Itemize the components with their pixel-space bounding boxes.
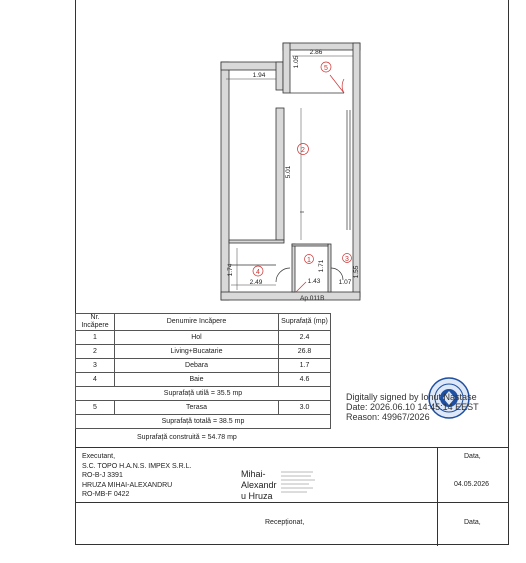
signature-line-2: Date: 2026.06.10 14:45:14 EEST — [346, 402, 479, 412]
rooms-table — [75, 313, 331, 429]
footer-hline — [75, 502, 509, 503]
apartment-label: Ap.011B — [300, 295, 325, 302]
wall-bath-top — [229, 240, 284, 243]
useful-area-row — [76, 387, 331, 401]
executant-block: Executant, S.C. TOPO H.A.N.S. IMPEX S.R.L. RO-B-J 3391 HRUZA MIHAI-ALEXANDRU RO-MB-F 0422 — [82, 453, 192, 498]
wall-terrace-left — [283, 43, 290, 93]
table-row: 4 Baie 4.6 — [76, 373, 331, 387]
dim-small-h1: 1.71 — [318, 259, 325, 273]
wall-top-step — [276, 62, 283, 90]
dim-top-small: 1.05 — [293, 55, 300, 69]
wall-storage — [328, 244, 331, 292]
door-arc-bath — [276, 268, 290, 282]
room-marker-2: 2 — [301, 147, 305, 154]
data-label-2: Data, — [464, 519, 481, 526]
dim-small-w1: 1.43 — [307, 278, 321, 285]
wall-top-left — [221, 62, 283, 70]
table-row: 3 Debara 1.7 — [76, 359, 331, 373]
footer-box — [75, 447, 509, 546]
table-row: 1 Hol 2.4 — [76, 331, 331, 345]
data-label: Data, — [464, 453, 481, 460]
dim-small-h2: 1.55 — [353, 265, 360, 279]
digital-signature — [346, 392, 479, 422]
dim-top-width: 2.86 — [309, 49, 323, 56]
table-row: 2 Living+Bucatarie 26.8 — [76, 345, 331, 359]
signature-fineprint-icon — [281, 468, 323, 498]
dim-bath-width: 2.49 — [249, 279, 263, 286]
dim-bath-height: 1.74 — [227, 263, 234, 277]
wall-right — [353, 43, 360, 297]
dim-small-w2: 1.07 — [338, 279, 352, 286]
received-label: Recepționat, — [265, 519, 305, 526]
signed-date: 04.05.2026 — [454, 481, 490, 488]
built-area: Suprafață construită = 54.78 mp — [137, 434, 237, 441]
room-marker-1: 1 — [307, 257, 311, 264]
header-name: Denumire Incăpere — [115, 314, 279, 331]
wall-inner — [276, 108, 284, 240]
header-area: Suprafață (mp) — [279, 314, 331, 331]
total-area: Suprafață totală = 38.5 mp — [76, 415, 331, 429]
footer-divider — [437, 448, 438, 546]
table-header-row — [76, 314, 331, 331]
total-area-row — [76, 415, 331, 429]
room-marker-4: 4 — [256, 269, 260, 276]
header-nr: Nr. Incăpere — [76, 314, 115, 331]
dim-living-length: 5.01 — [285, 165, 292, 179]
dim-left-width: 1.94 — [252, 72, 266, 79]
signature-line-3: Reason: 49967/2026 — [346, 412, 430, 422]
entry-arrow — [296, 282, 306, 292]
room-marker-5: 5 — [324, 65, 328, 72]
signer-name: Mihai- Alexandr u Hruza — [241, 469, 277, 501]
wall-bottom — [221, 292, 360, 300]
signature-line-1: Digitally signed by Ionut Nastase — [346, 392, 477, 402]
room-marker-3: 3 — [345, 256, 349, 263]
wall-hall — [292, 244, 295, 292]
useful-area: Suprafață utilă = 35.5 mp — [76, 387, 331, 401]
wall-hall-top — [292, 244, 328, 246]
table-row: 5 Terasa 3.0 — [76, 401, 331, 415]
